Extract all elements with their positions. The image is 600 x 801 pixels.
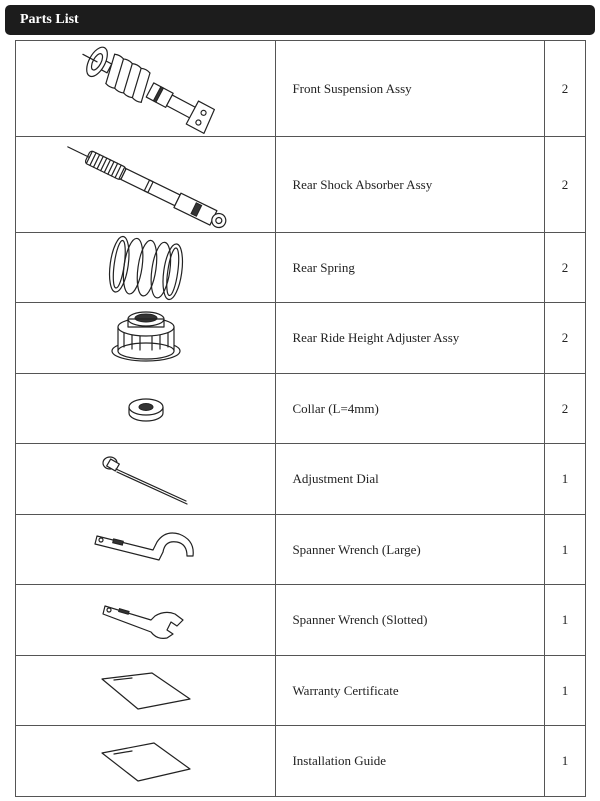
part-name: Rear Spring <box>276 233 544 303</box>
installation-guide-icon <box>96 739 196 783</box>
part-qty: 1 <box>544 726 585 797</box>
table-row <box>16 515 586 585</box>
part-name: Spanner Wrench (Slotted) <box>276 585 544 656</box>
spanner-wrench-large-icon <box>91 528 201 572</box>
collar-icon <box>121 389 171 429</box>
part-name: Collar (L=4mm) <box>276 374 544 444</box>
table-row <box>16 137 586 233</box>
rear-shock-absorber-icon <box>51 139 241 231</box>
part-qty: 1 <box>544 444 585 515</box>
adjustment-dial-icon <box>96 449 196 509</box>
part-name: Rear Shock Absorber Assy <box>276 137 544 233</box>
table-row <box>16 374 586 444</box>
parts-table <box>15 40 586 797</box>
part-qty: 1 <box>544 656 585 726</box>
part-name: Rear Ride Height Adjuster Assy <box>276 303 544 374</box>
rear-spring-icon <box>101 235 191 301</box>
table-row <box>16 585 586 656</box>
part-name: Spanner Wrench (Large) <box>276 515 544 585</box>
part-name: Warranty Certificate <box>276 656 544 726</box>
page-title: Parts List <box>20 12 79 27</box>
part-qty: 2 <box>544 374 585 444</box>
table-row <box>16 726 586 797</box>
part-qty: 2 <box>544 303 585 374</box>
part-qty: 2 <box>544 41 585 137</box>
ride-height-adjuster-icon <box>106 305 186 371</box>
part-qty: 1 <box>544 585 585 656</box>
warranty-certificate-icon <box>96 669 196 713</box>
part-name: Installation Guide <box>276 726 544 797</box>
table-row <box>16 41 586 137</box>
spanner-wrench-slotted-icon <box>101 598 191 642</box>
front-suspension-icon <box>66 43 226 135</box>
table-row <box>16 656 586 726</box>
part-qty: 2 <box>544 233 585 303</box>
part-name: Adjustment Dial <box>276 444 544 515</box>
part-qty: 2 <box>544 137 585 233</box>
table-row <box>16 303 586 374</box>
parts-list-header <box>5 5 595 35</box>
part-qty: 1 <box>544 515 585 585</box>
table-row <box>16 444 586 515</box>
table-row <box>16 233 586 303</box>
part-name: Front Suspension Assy <box>276 41 544 137</box>
